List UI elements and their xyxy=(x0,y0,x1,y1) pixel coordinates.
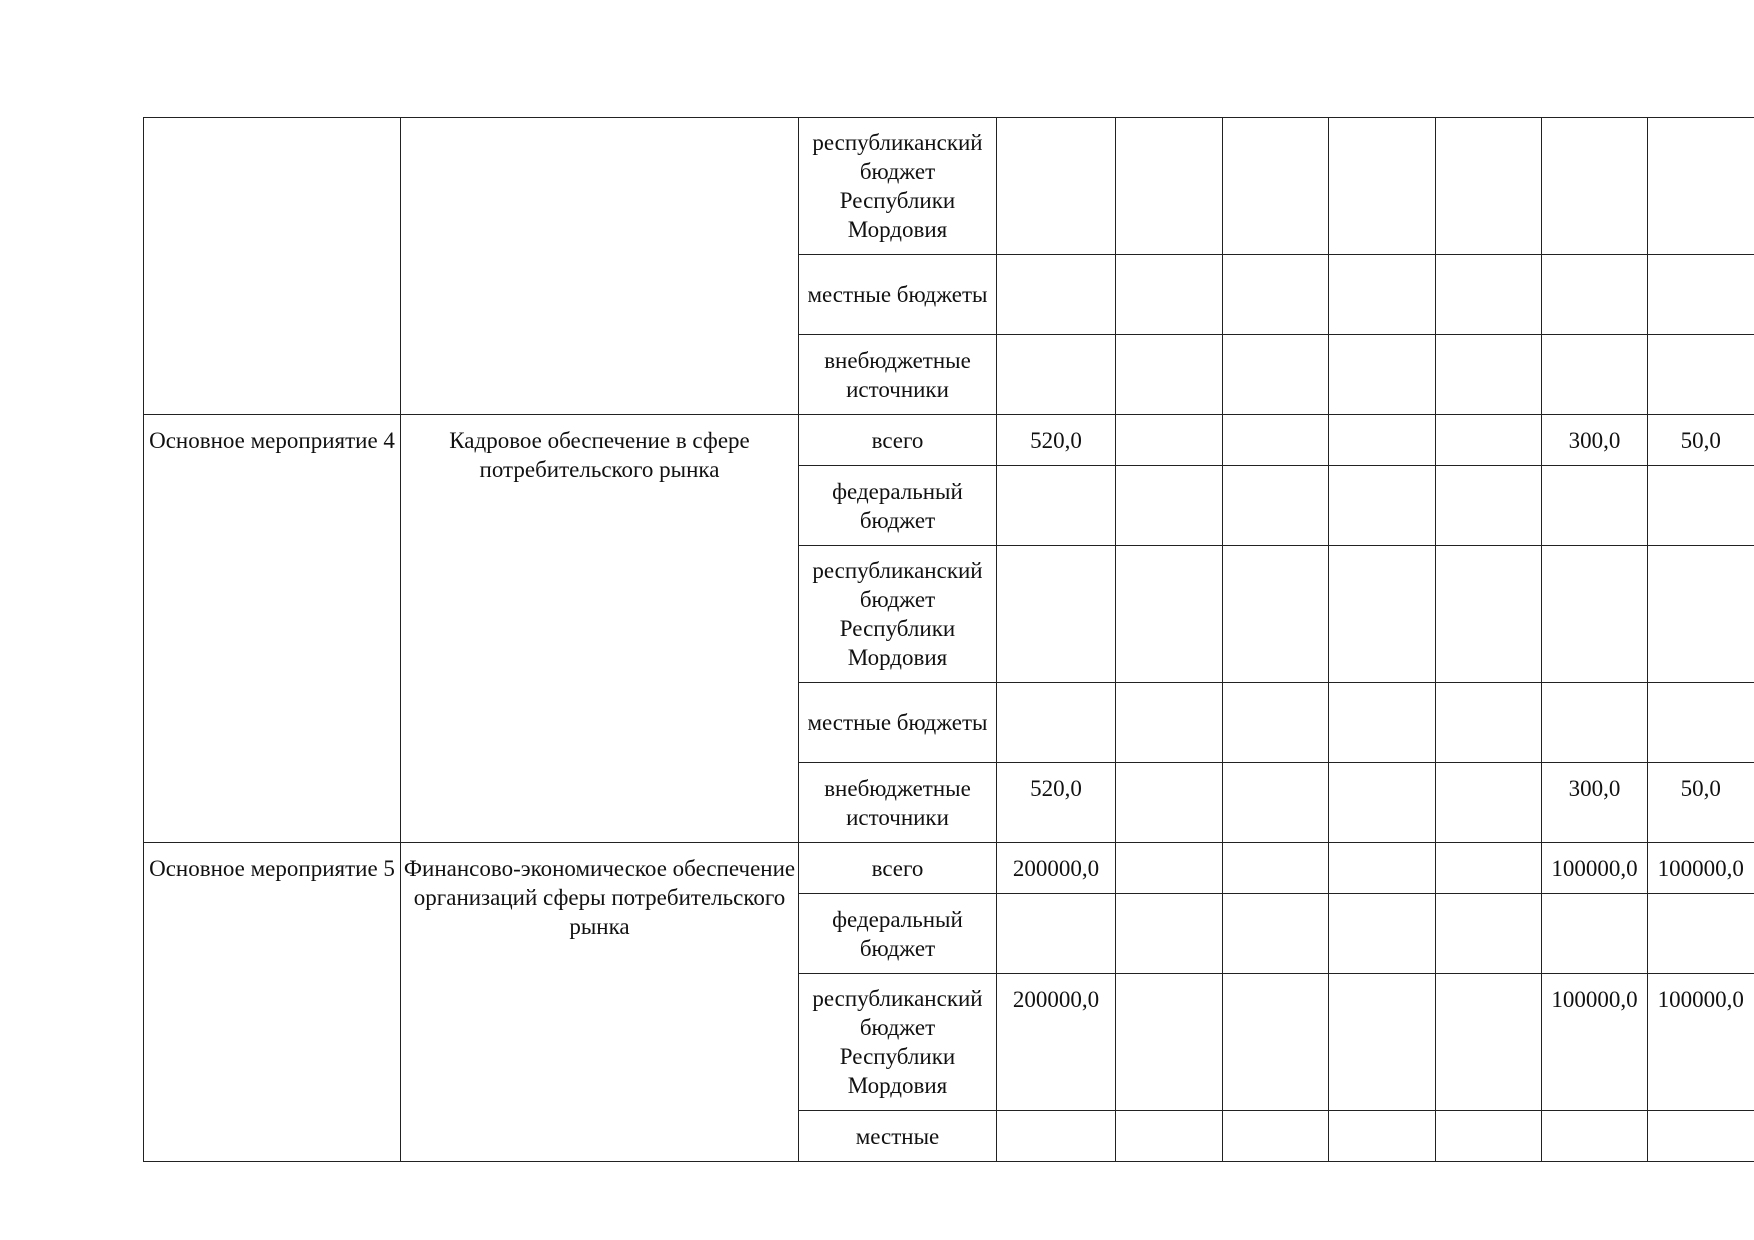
value-cell xyxy=(1648,546,1754,683)
funding-source-cell: внебюджетные источники xyxy=(799,335,997,415)
value-cell xyxy=(1223,118,1329,255)
value-cell xyxy=(1329,974,1436,1111)
value-cell xyxy=(997,335,1116,415)
value-cell xyxy=(1116,683,1223,763)
funding-source-cell: республиканский бюджет Республики Мордовия xyxy=(799,974,997,1111)
value-cell xyxy=(1542,546,1648,683)
value-cell xyxy=(1436,763,1542,843)
value-cell: 520,0 xyxy=(997,763,1116,843)
value-cell xyxy=(1329,546,1436,683)
value-cell xyxy=(1223,843,1329,894)
value-cell xyxy=(997,894,1116,974)
funding-source-cell: федеральный бюджет xyxy=(799,466,997,546)
funding-source-cell: местные бюджеты xyxy=(799,683,997,763)
value-cell xyxy=(1436,843,1542,894)
value-cell xyxy=(1329,335,1436,415)
value-cell: 50,0 xyxy=(1648,763,1754,843)
table-row xyxy=(144,843,1754,894)
value-cell xyxy=(1223,763,1329,843)
value-cell xyxy=(1116,335,1223,415)
value-cell xyxy=(1436,1111,1542,1162)
value-cell xyxy=(1648,118,1754,255)
value-cell xyxy=(1542,894,1648,974)
value-cell xyxy=(1116,546,1223,683)
funding-source-cell: республиканский бюджет Республики Мордовия xyxy=(799,546,997,683)
value-cell xyxy=(1223,974,1329,1111)
value-cell xyxy=(1648,1111,1754,1162)
value-cell: 50,0 xyxy=(1648,415,1754,466)
value-cell xyxy=(1436,683,1542,763)
event-cell: Основное мероприятие 4 xyxy=(144,415,401,843)
funding-source-cell: всего xyxy=(799,843,997,894)
table-row xyxy=(144,118,1754,255)
value-cell xyxy=(1116,415,1223,466)
value-cell xyxy=(1223,466,1329,546)
value-cell: 100000,0 xyxy=(1542,974,1648,1111)
value-cell xyxy=(1648,255,1754,335)
value-cell xyxy=(1329,843,1436,894)
value-cell xyxy=(1542,466,1648,546)
value-cell xyxy=(1648,335,1754,415)
description-cell xyxy=(401,118,799,415)
value-cell xyxy=(1542,335,1648,415)
value-cell xyxy=(1329,255,1436,335)
value-cell xyxy=(1436,118,1542,255)
budget-table xyxy=(143,117,1754,1162)
value-cell xyxy=(1648,894,1754,974)
description-cell: Кадровое обеспечение в сфере потребительского рынка xyxy=(401,415,799,843)
value-cell: 100000,0 xyxy=(1648,974,1754,1111)
value-cell xyxy=(1542,683,1648,763)
value-cell: 300,0 xyxy=(1542,415,1648,466)
value-cell: 300,0 xyxy=(1542,763,1648,843)
funding-source-cell: местные бюджеты xyxy=(799,255,997,335)
value-cell xyxy=(1329,466,1436,546)
value-cell xyxy=(1116,763,1223,843)
value-cell xyxy=(1436,335,1542,415)
value-cell xyxy=(997,118,1116,255)
value-cell xyxy=(1223,335,1329,415)
value-cell xyxy=(1648,466,1754,546)
value-cell xyxy=(1116,843,1223,894)
value-cell xyxy=(1542,118,1648,255)
value-cell: 100000,0 xyxy=(1648,843,1754,894)
value-cell: 100000,0 xyxy=(1542,843,1648,894)
value-cell xyxy=(1648,683,1754,763)
value-cell xyxy=(1223,1111,1329,1162)
value-cell xyxy=(1116,974,1223,1111)
value-cell xyxy=(1116,466,1223,546)
funding-source-cell: федеральный бюджет xyxy=(799,894,997,974)
funding-source-cell: внебюджетные источники xyxy=(799,763,997,843)
value-cell xyxy=(997,1111,1116,1162)
value-cell xyxy=(1329,683,1436,763)
value-cell xyxy=(1436,466,1542,546)
funding-source-cell: всего xyxy=(799,415,997,466)
value-cell xyxy=(1542,255,1648,335)
value-cell xyxy=(1116,1111,1223,1162)
value-cell xyxy=(1223,683,1329,763)
value-cell xyxy=(1223,415,1329,466)
value-cell xyxy=(1116,894,1223,974)
value-cell xyxy=(1223,546,1329,683)
value-cell: 200000,0 xyxy=(997,974,1116,1111)
event-cell xyxy=(144,118,401,415)
value-cell xyxy=(1329,118,1436,255)
value-cell: 200000,0 xyxy=(997,843,1116,894)
description-cell: Финансово-экономическое обеспечение организаций сферы потребительского рынка xyxy=(401,843,799,1162)
value-cell xyxy=(1223,894,1329,974)
value-cell xyxy=(1436,415,1542,466)
value-cell xyxy=(1329,894,1436,974)
value-cell xyxy=(1436,546,1542,683)
value-cell xyxy=(1329,763,1436,843)
table-row xyxy=(144,415,1754,466)
value-cell xyxy=(1223,255,1329,335)
value-cell xyxy=(1436,255,1542,335)
value-cell xyxy=(1329,1111,1436,1162)
value-cell xyxy=(997,683,1116,763)
value-cell xyxy=(997,466,1116,546)
funding-source-cell: республиканский бюджет Республики Мордовия xyxy=(799,118,997,255)
value-cell xyxy=(997,255,1116,335)
value-cell: 520,0 xyxy=(997,415,1116,466)
value-cell xyxy=(1329,415,1436,466)
value-cell xyxy=(997,546,1116,683)
event-cell: Основное мероприятие 5 xyxy=(144,843,401,1162)
value-cell xyxy=(1542,1111,1648,1162)
value-cell xyxy=(1116,255,1223,335)
value-cell xyxy=(1116,118,1223,255)
funding-source-cell: местные xyxy=(799,1111,997,1162)
value-cell xyxy=(1436,894,1542,974)
value-cell xyxy=(1436,974,1542,1111)
table-body xyxy=(144,118,1754,1162)
